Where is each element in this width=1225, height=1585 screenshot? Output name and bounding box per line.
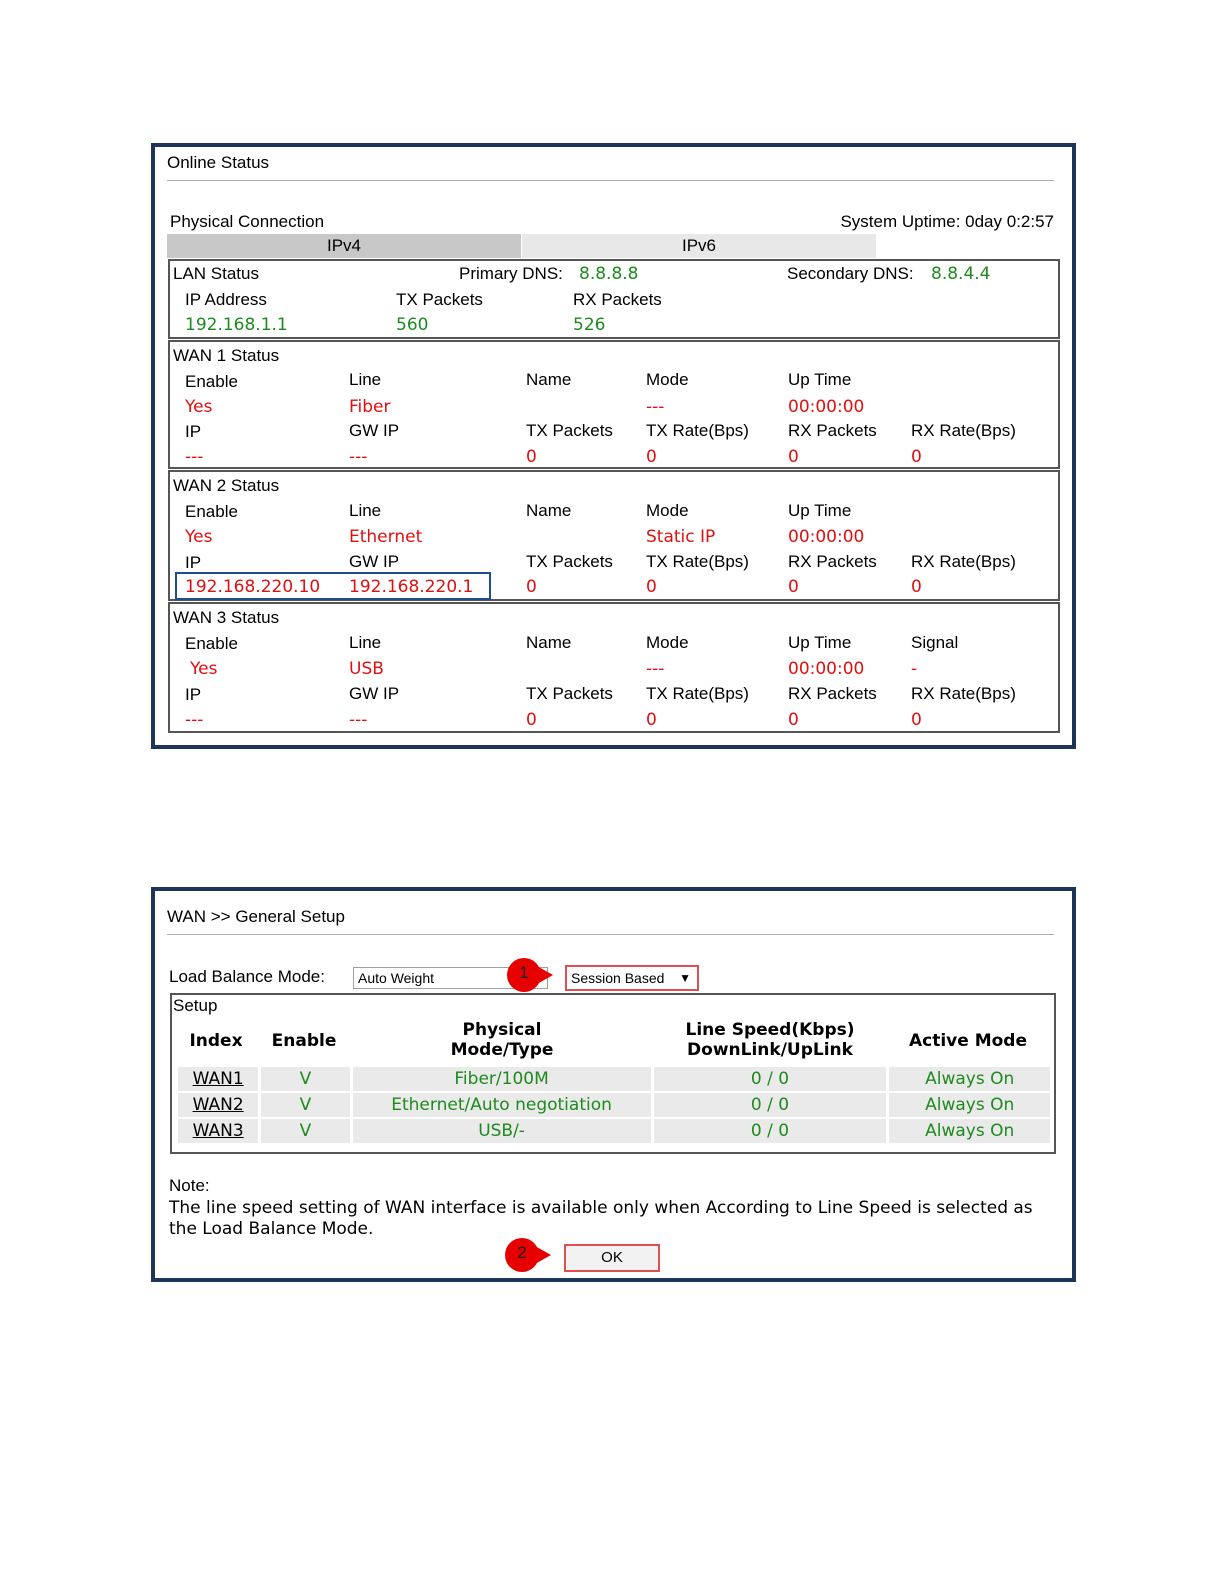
session-mode-select[interactable] xyxy=(565,965,699,991)
chevron-down-icon: ▼ xyxy=(679,971,691,985)
wan1-mode-header: Mode xyxy=(646,370,689,389)
secondary-dns-label: Secondary DNS: xyxy=(787,264,914,283)
wan1-line-value: Fiber xyxy=(349,397,391,417)
line-speed-header-line2: DownLink/UpLink xyxy=(687,1040,853,1060)
step-2-marker: 2 xyxy=(505,1238,539,1272)
wan3-mode-header: Mode xyxy=(646,633,689,652)
wan2-active-mode: Always On xyxy=(889,1093,1050,1117)
lan-ip-header: IP Address xyxy=(185,290,267,309)
wan2-ip-value: 192.168.220.10 xyxy=(185,577,321,597)
wan2-tx-packets-value: 0 xyxy=(526,577,537,597)
wan1-active-mode: Always On xyxy=(889,1067,1050,1091)
wan3-rx-packets-header: RX Packets xyxy=(788,684,877,703)
wan3-rx-packets-value: 0 xyxy=(788,710,799,730)
wan3-gw-header: GW IP xyxy=(349,684,400,703)
wan2-rx-rate-header: RX Rate(Bps) xyxy=(911,552,1016,571)
online-status-panel xyxy=(151,143,1076,749)
wan1-rx-rate-value: 0 xyxy=(911,447,922,467)
index-header: Index xyxy=(189,1031,243,1051)
wan2-enable-header: Enable xyxy=(185,502,238,521)
note-title: Note: xyxy=(169,1176,210,1195)
general-setup-title: WAN >> General Setup xyxy=(167,907,345,926)
wan2-type: Ethernet/Auto negotiation xyxy=(353,1093,651,1117)
wan3-line-header: Line xyxy=(349,633,382,652)
wan3-enable-header: Enable xyxy=(185,634,238,653)
wan2-gw-value: 192.168.220.1 xyxy=(349,577,474,597)
wan3-tx-packets-header: TX Packets xyxy=(526,684,613,703)
wan3-ip-header: IP xyxy=(185,685,202,704)
wan1-link[interactable]: WAN1 xyxy=(178,1067,258,1091)
ok-button[interactable]: OK xyxy=(564,1244,660,1272)
wan3-speed: 0 / 0 xyxy=(654,1119,887,1143)
wan2-ip-header: IP xyxy=(185,553,202,572)
session-mode-value: Session Based xyxy=(571,970,665,986)
general-setup-panel xyxy=(151,887,1076,1282)
wan2-tx-rate-value: 0 xyxy=(646,577,657,597)
table-row xyxy=(178,1093,1050,1117)
load-balance-mode-value: Auto Weight xyxy=(358,970,435,986)
wan2-rx-packets-value: 0 xyxy=(788,577,799,597)
wan1-speed: 0 / 0 xyxy=(654,1067,887,1091)
wan3-mode-value: --- xyxy=(646,659,665,679)
system-uptime: System Uptime: 0day 0:2:57 xyxy=(840,212,1054,231)
tab-ipv4[interactable]: IPv4 xyxy=(167,234,521,258)
wan1-enable-value: Yes xyxy=(185,397,213,417)
wan2-link[interactable]: WAN2 xyxy=(178,1093,258,1117)
wan3-status-box xyxy=(168,602,1060,733)
lan-status-box xyxy=(168,259,1060,339)
wan1-enable: V xyxy=(261,1067,349,1091)
wan3-signal-header: Signal xyxy=(911,633,959,652)
wan3-name-header: Name xyxy=(526,633,572,652)
wan1-tx-rate-header: TX Rate(Bps) xyxy=(646,421,749,440)
wan3-line-value: USB xyxy=(349,659,384,679)
wan1-title: WAN 1 Status xyxy=(173,346,280,365)
wan3-ip-value: --- xyxy=(185,710,204,730)
enable-header: Enable xyxy=(271,1031,337,1051)
wan3-gw-value: --- xyxy=(349,710,368,730)
wan2-line-header: Line xyxy=(349,501,382,520)
setup-label: Setup xyxy=(173,996,218,1015)
wan2-mode-header: Mode xyxy=(646,501,689,520)
wan1-rx-packets-header: RX Packets xyxy=(788,421,877,440)
wan1-type: Fiber/100M xyxy=(353,1067,651,1091)
tab-ipv6[interactable]: IPv6 xyxy=(522,234,876,258)
wan1-status-box xyxy=(168,340,1060,469)
physical-header-line1: Physical xyxy=(462,1020,542,1040)
wan2-uptime-header: Up Time xyxy=(788,501,852,520)
step-1-marker: 1 xyxy=(507,958,541,992)
wan1-name-header: Name xyxy=(526,370,572,389)
wan3-uptime-value: 00:00:00 xyxy=(788,659,865,679)
wan3-type: USB/- xyxy=(353,1119,651,1143)
wan1-tx-rate-value: 0 xyxy=(646,447,657,467)
wan2-gw-header: GW IP xyxy=(349,552,400,571)
title-divider xyxy=(167,180,1054,181)
wan1-line-header: Line xyxy=(349,370,382,389)
wan1-ip-header: IP xyxy=(185,422,202,441)
wan1-enable-header: Enable xyxy=(185,372,238,391)
line-speed-header-line1: Line Speed(Kbps) xyxy=(685,1020,855,1040)
wan3-rx-rate-value: 0 xyxy=(911,710,922,730)
wan1-uptime-header: Up Time xyxy=(788,370,852,389)
wan2-uptime-value: 00:00:00 xyxy=(788,527,865,547)
lan-tx-value: 560 xyxy=(396,315,429,335)
primary-dns-label: Primary DNS: xyxy=(459,264,563,283)
wan2-enable: V xyxy=(261,1093,349,1117)
physical-connection-label: Physical Connection xyxy=(170,212,325,231)
wan1-gw-header: GW IP xyxy=(349,421,400,440)
wan2-speed: 0 / 0 xyxy=(654,1093,887,1117)
note-line-2: the Load Balance Mode. xyxy=(169,1219,374,1239)
wan1-tx-packets-header: TX Packets xyxy=(526,421,613,440)
wan2-rx-rate-value: 0 xyxy=(911,577,922,597)
wan2-enable-value: Yes xyxy=(185,527,213,547)
lan-rx-header: RX Packets xyxy=(573,290,662,309)
lan-ip-value: 192.168.1.1 xyxy=(185,315,288,335)
wan2-rx-packets-header: RX Packets xyxy=(788,552,877,571)
table-row xyxy=(178,1067,1050,1091)
note-line-1: The line speed setting of WAN interface is available only when According to Line Speed is selected as xyxy=(169,1198,1033,1218)
wan1-rx-rate-header: RX Rate(Bps) xyxy=(911,421,1016,440)
wan1-gw-value: --- xyxy=(349,447,368,467)
wan2-line-value: Ethernet xyxy=(349,527,423,547)
wan1-ip-value: --- xyxy=(185,447,204,467)
wan3-tx-packets-value: 0 xyxy=(526,710,537,730)
primary-dns-value: 8.8.8.8 xyxy=(579,264,639,284)
wan2-title: WAN 2 Status xyxy=(173,476,280,495)
load-balance-label: Load Balance Mode: xyxy=(169,967,325,986)
wan1-rx-packets-value: 0 xyxy=(788,447,799,467)
wan-setup-table xyxy=(175,1065,1053,1145)
wan3-active-mode: Always On xyxy=(889,1119,1050,1143)
wan3-enable-value: Yes xyxy=(190,659,218,679)
wan1-mode-value: --- xyxy=(646,397,665,417)
wan2-mode-value: Static IP xyxy=(646,527,716,547)
wan3-tx-rate-value: 0 xyxy=(646,710,657,730)
wan3-tx-rate-header: TX Rate(Bps) xyxy=(646,684,749,703)
wan3-enable: V xyxy=(261,1119,349,1143)
wan2-name-header: Name xyxy=(526,501,572,520)
wan3-rx-rate-header: RX Rate(Bps) xyxy=(911,684,1016,703)
secondary-dns-value: 8.8.4.4 xyxy=(931,264,991,284)
wan2-tx-rate-header: TX Rate(Bps) xyxy=(646,552,749,571)
wan1-uptime-value: 00:00:00 xyxy=(788,397,865,417)
title-divider xyxy=(167,934,1054,935)
lan-tx-header: TX Packets xyxy=(396,290,483,309)
lan-status-title: LAN Status xyxy=(173,264,259,283)
wan3-uptime-header: Up Time xyxy=(788,633,852,652)
wan3-signal-value: - xyxy=(911,659,918,679)
online-status-title: Online Status xyxy=(167,153,270,172)
wan3-link[interactable]: WAN3 xyxy=(178,1119,258,1143)
wan3-title: WAN 3 Status xyxy=(173,608,280,627)
wan2-status-box xyxy=(168,470,1060,601)
physical-header-line2: Mode/Type xyxy=(450,1040,554,1060)
wan1-tx-packets-value: 0 xyxy=(526,447,537,467)
wan2-tx-packets-header: TX Packets xyxy=(526,552,613,571)
table-row xyxy=(178,1119,1050,1143)
lan-rx-value: 526 xyxy=(573,315,606,335)
active-mode-header: Active Mode xyxy=(908,1031,1027,1051)
